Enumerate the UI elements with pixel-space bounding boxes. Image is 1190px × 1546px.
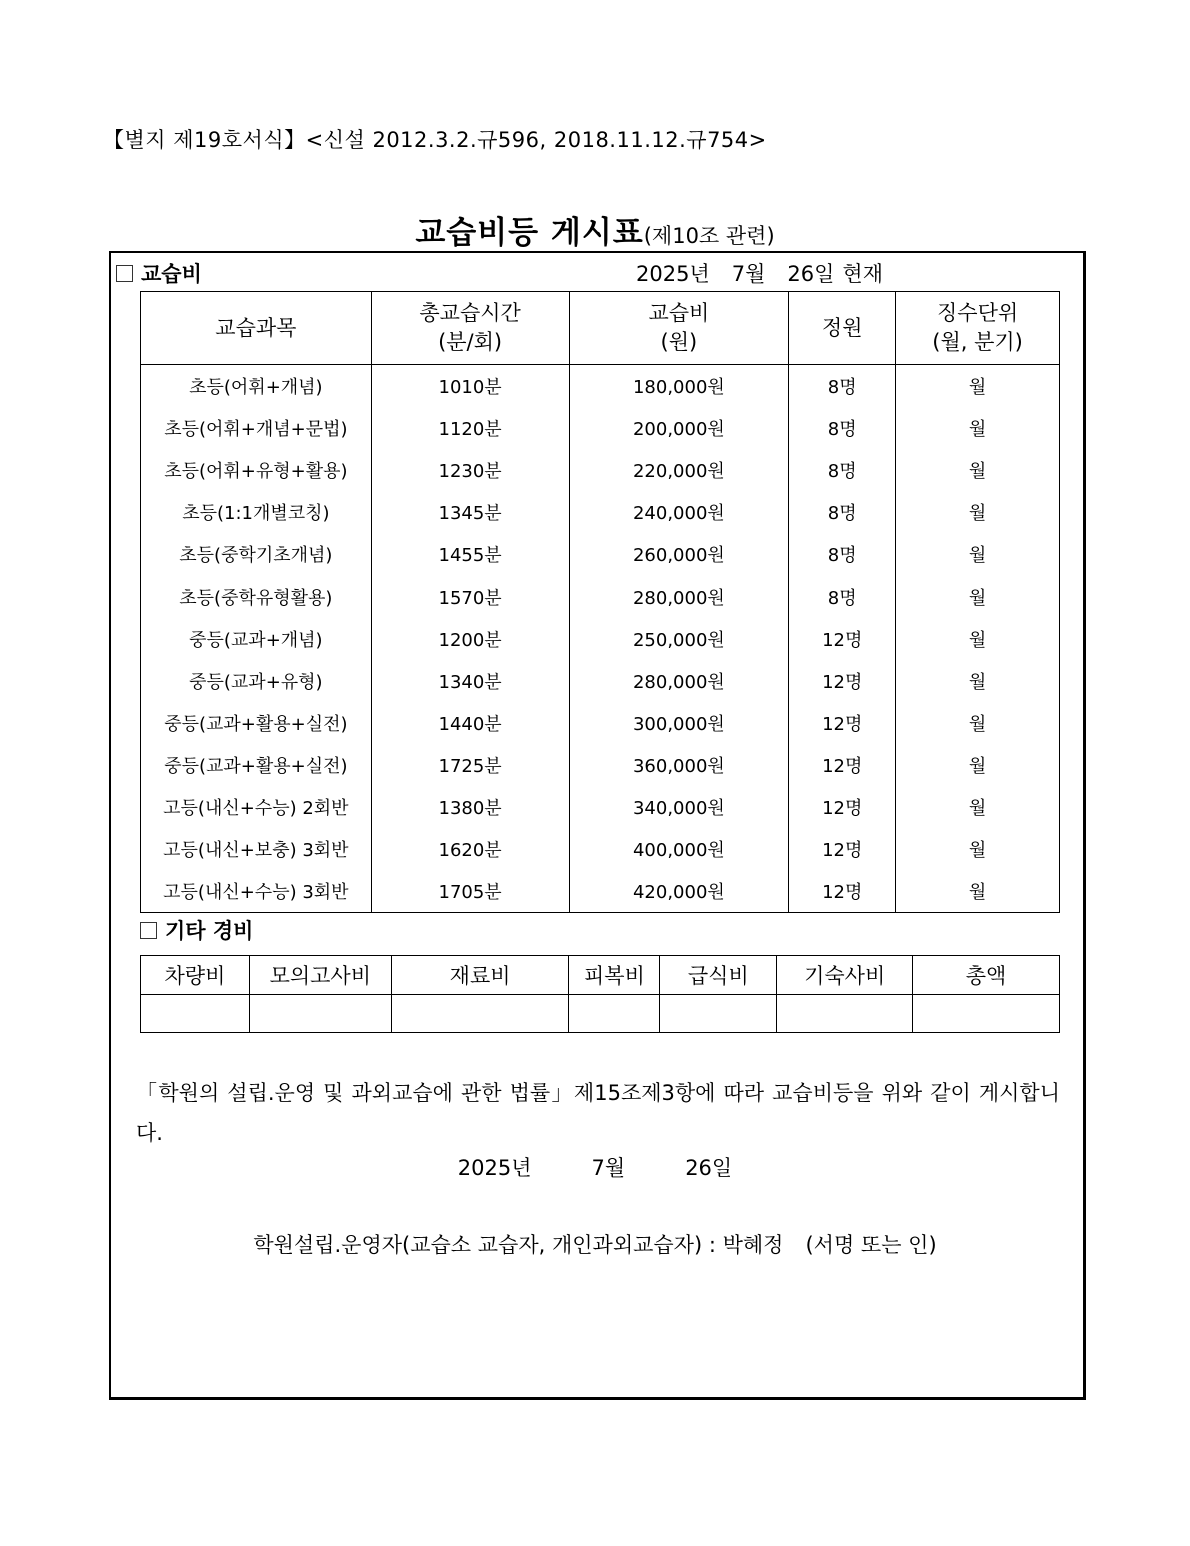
expense-value (141, 995, 250, 1033)
cell-unit: 월 (896, 744, 1060, 786)
cell-subject: 초등(어휘+개념+문법) (141, 407, 372, 449)
cell-subject: 초등(중학유형활용) (141, 575, 372, 617)
other-expenses-table (140, 955, 1060, 1033)
cell-hours: 1200분 (371, 618, 569, 660)
expense-header: 모의고사비 (249, 956, 391, 995)
cell-hours: 1230분 (371, 449, 569, 491)
cell-unit: 월 (896, 365, 1060, 408)
cell-unit: 월 (896, 870, 1060, 913)
table-row (141, 407, 1060, 449)
cell-subject: 중등(교과+유형) (141, 660, 372, 702)
cell-capacity: 12명 (789, 744, 896, 786)
tuition-table (140, 291, 1060, 913)
cell-capacity: 8명 (789, 407, 896, 449)
cell-hours: 1455분 (371, 533, 569, 575)
table-row (141, 491, 1060, 533)
cell-capacity: 8명 (789, 533, 896, 575)
cell-hours: 1705분 (371, 870, 569, 913)
table-row (141, 702, 1060, 744)
title-sub: (제10조 관련) (643, 224, 775, 248)
cell-unit: 월 (896, 828, 1060, 870)
cell-subject: 고등(내신+수능) 2회반 (141, 786, 372, 828)
cell-subject: 중등(교과+활용+실전) (141, 744, 372, 786)
cell-subject: 중등(교과+활용+실전) (141, 702, 372, 744)
header-capacity: 정원 (789, 292, 896, 365)
cell-fee: 180,000원 (569, 365, 789, 408)
cell-hours: 1010분 (371, 365, 569, 408)
document-title (0, 207, 1190, 252)
cell-fee: 420,000원 (569, 870, 789, 913)
table-row (141, 575, 1060, 617)
cell-capacity: 12명 (789, 702, 896, 744)
cell-subject: 고등(내신+보충) 3회반 (141, 828, 372, 870)
cell-capacity: 12명 (789, 828, 896, 870)
expense-header: 기숙사비 (777, 956, 913, 995)
cell-hours: 1340분 (371, 660, 569, 702)
header-hours: 총교습시간 (분/회) (371, 292, 569, 365)
signer-name: 박혜정 (722, 1233, 784, 1257)
other-expenses-values (141, 995, 1060, 1033)
expense-header: 차량비 (141, 956, 250, 995)
cell-unit: 월 (896, 575, 1060, 617)
signer-line (0, 1229, 1190, 1259)
cell-subject: 중등(교과+개념) (141, 618, 372, 660)
other-expenses-label: 기타 경비 (165, 919, 254, 943)
table-row (141, 786, 1060, 828)
as-of-day: 26일 (787, 262, 835, 286)
cell-hours: 1345분 (371, 491, 569, 533)
table-row (141, 870, 1060, 913)
cell-capacity: 8명 (789, 365, 896, 408)
cell-unit: 월 (896, 618, 1060, 660)
cell-hours: 1725분 (371, 744, 569, 786)
cell-unit: 월 (896, 660, 1060, 702)
tuition-section-heading (116, 258, 202, 288)
cell-hours: 1620분 (371, 828, 569, 870)
signer-label: 학원설립.운영자(교습소 교습자, 개인과외교습자) : (253, 1233, 716, 1257)
cell-subject: 초등(중학기초개념) (141, 533, 372, 575)
cell-capacity: 12명 (789, 786, 896, 828)
cell-unit: 월 (896, 449, 1060, 491)
as-of-year: 2025년 (636, 262, 710, 286)
cell-unit: 월 (896, 533, 1060, 575)
checkbox-icon (140, 922, 157, 939)
cell-subject: 초등(1:1개별코칭) (141, 491, 372, 533)
table-row (141, 618, 1060, 660)
header-fee: 교습비 (원) (569, 292, 789, 365)
expense-header: 재료비 (391, 956, 569, 995)
table-row (141, 660, 1060, 702)
cell-fee: 360,000원 (569, 744, 789, 786)
cell-capacity: 8명 (789, 491, 896, 533)
cell-unit: 월 (896, 786, 1060, 828)
cell-capacity: 8명 (789, 575, 896, 617)
cell-unit: 월 (896, 407, 1060, 449)
as-of-date (636, 258, 905, 288)
cell-fee: 280,000원 (569, 575, 789, 617)
cell-fee: 280,000원 (569, 660, 789, 702)
cell-capacity: 12명 (789, 870, 896, 913)
header-subject: 교습과목 (141, 292, 372, 365)
cell-hours: 1570분 (371, 575, 569, 617)
cell-unit: 월 (896, 702, 1060, 744)
expense-value (777, 995, 913, 1033)
signature-date (0, 1152, 1190, 1182)
table-row (141, 744, 1060, 786)
expense-value (913, 995, 1060, 1033)
other-expenses-header (141, 956, 1060, 995)
header-unit: 징수단위 (월, 분기) (896, 292, 1060, 365)
expense-header: 총액 (913, 956, 1060, 995)
form-reference: 【별지 제19호서식】<신설 2012.3.2.규596, 2018.11.12.규754> (103, 128, 767, 152)
as-of-month: 7월 (731, 262, 766, 286)
expense-value (391, 995, 569, 1033)
cell-subject: 초등(어휘+유형+활용) (141, 449, 372, 491)
title-main: 교습비등 게시표 (415, 215, 644, 251)
cell-capacity: 12명 (789, 660, 896, 702)
cell-fee: 250,000원 (569, 618, 789, 660)
cell-subject: 고등(내신+수능) 3회반 (141, 870, 372, 913)
legal-statement: 「학원의 설립.운영 및 과외교습에 관한 법률」제15조제3항에 따라 교습비등을 위와 같이 게시합니다. (136, 1081, 1060, 1145)
cell-hours: 1120분 (371, 407, 569, 449)
checkbox-icon (116, 265, 133, 282)
sign-month: 7월 (591, 1156, 626, 1180)
as-of-suffix: 현재 (842, 262, 883, 286)
table-row (141, 365, 1060, 408)
expense-value (249, 995, 391, 1033)
cell-fee: 340,000원 (569, 786, 789, 828)
sign-day: 26일 (685, 1156, 733, 1180)
cell-subject: 초등(어휘+개념) (141, 365, 372, 408)
table-row (141, 828, 1060, 870)
expense-header: 급식비 (660, 956, 777, 995)
cell-unit: 월 (896, 491, 1060, 533)
cell-fee: 300,000원 (569, 702, 789, 744)
sign-year: 2025년 (457, 1156, 532, 1180)
tuition-table-header (141, 292, 1060, 365)
other-expenses-heading (140, 915, 253, 945)
cell-hours: 1440분 (371, 702, 569, 744)
cell-fee: 200,000원 (569, 407, 789, 449)
signature-note: (서명 또는 인) (805, 1233, 937, 1257)
cell-fee: 400,000원 (569, 828, 789, 870)
expense-value (660, 995, 777, 1033)
cell-fee: 240,000원 (569, 491, 789, 533)
expense-value (569, 995, 660, 1033)
cell-fee: 260,000원 (569, 533, 789, 575)
table-row (141, 449, 1060, 491)
table-row (141, 533, 1060, 575)
tuition-section-label: 교습비 (141, 262, 202, 286)
cell-capacity: 8명 (789, 449, 896, 491)
cell-capacity: 12명 (789, 618, 896, 660)
expense-header: 피복비 (569, 956, 660, 995)
cell-hours: 1380분 (371, 786, 569, 828)
cell-fee: 220,000원 (569, 449, 789, 491)
